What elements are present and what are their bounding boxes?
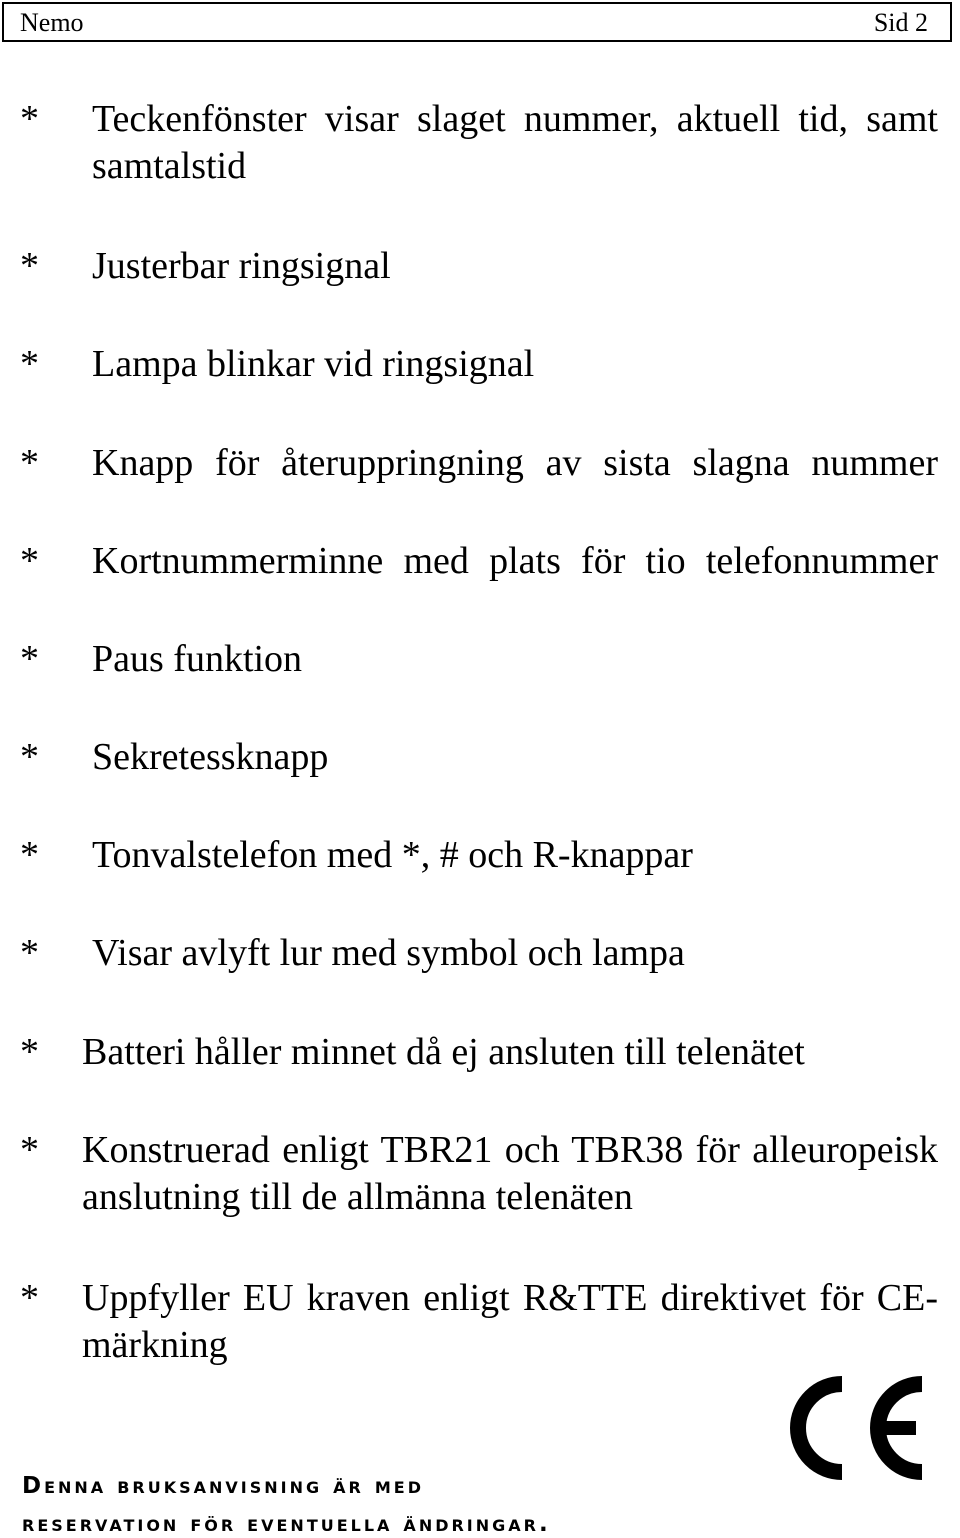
bullet-asterisk: *: [20, 343, 39, 385]
bullet-asterisk: *: [20, 932, 39, 974]
feature-text: Tonvalstelefon med *, # och R-knappar: [92, 834, 693, 876]
feature-text: Sekretessknapp: [92, 736, 329, 778]
feature-text: Konstruerad enligt TBR21 och TBR38 för alleuropeisk anslutning till de allmänna telenäten: [82, 1129, 938, 1218]
bullet-asterisk: *: [20, 1129, 39, 1171]
header-page-number: Sid 2: [873, 8, 928, 37]
feature-text: Batteri håller minnet då ej ansluten till telenätet: [82, 1031, 805, 1073]
feature-text: Lampa blinkar vid ringsignal: [92, 343, 535, 385]
bullet-asterisk: *: [20, 1277, 39, 1319]
footer-disclaimer-line2: reservation för eventuella ändringar.: [22, 1511, 551, 1537]
bullet-asterisk: *: [20, 834, 39, 876]
feature-text: Visar avlyft lur med symbol och lampa: [92, 932, 685, 974]
feature-text: Kortnummerminne med plats för tio telefonnummer: [92, 540, 938, 582]
bullet-asterisk: *: [20, 1031, 39, 1073]
feature-text: Knapp för återuppringning av sista slagna nummer: [92, 442, 938, 484]
feature-text: Paus funktion: [92, 638, 303, 680]
feature-text: Uppfyller EU kraven enligt R&TTE direktivet för CE-märkning: [82, 1277, 938, 1366]
feature-text: Justerbar ringsignal: [92, 245, 391, 287]
footer-disclaimer-line1: Denna bruksanvisning är med: [22, 1473, 424, 1499]
ce-marking-logo: [782, 1376, 932, 1480]
feature-text: Teckenfönster visar slaget nummer, aktuell tid, samt samtalstid: [92, 98, 938, 187]
bullet-asterisk: *: [20, 540, 39, 582]
header-product-name: Nemo: [20, 8, 84, 37]
bullet-asterisk: *: [20, 442, 39, 484]
bullet-asterisk: *: [20, 98, 39, 140]
bullet-asterisk: *: [20, 245, 39, 287]
bullet-asterisk: *: [20, 736, 39, 778]
bullet-asterisk: *: [20, 638, 39, 680]
page-header: [2, 2, 952, 42]
